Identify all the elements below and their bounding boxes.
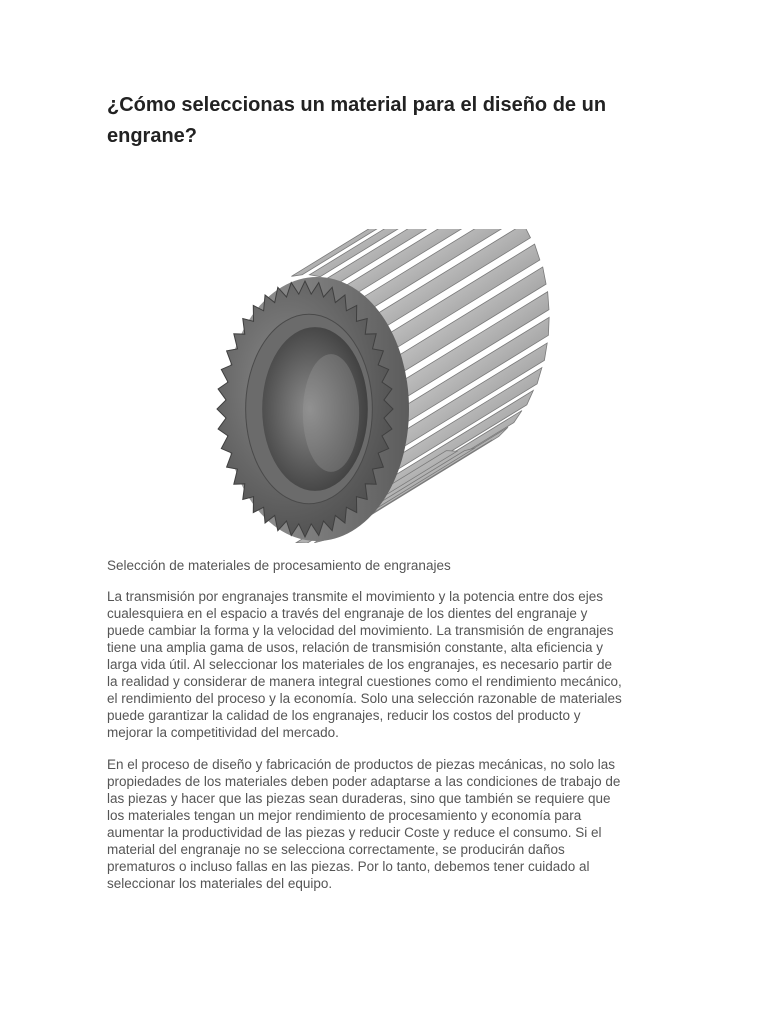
- text-line: La transmisión por engranajes transmite el movimiento y la potencia entre dos ejes: [107, 589, 604, 604]
- image-caption: Selección de materiales de procesamiento de engranajes: [107, 558, 451, 573]
- text-line: el rendimiento del proceso y la economía. Solo una selección razonable de materiales: [107, 691, 622, 706]
- text-line: puede garantizar la calidad de los engranajes, reducir los costos del producto y: [107, 708, 581, 723]
- paragraph-2: [107, 756, 672, 892]
- text-line: aumentar la productividad de las piezas y reducir Coste y reduce el consumo. Si el: [107, 825, 602, 840]
- spur-gear-icon: [215, 229, 551, 543]
- text-line: cualesquiera en el espacio a través del engranaje de los dientes del engranaje y: [107, 606, 588, 621]
- text-line: puede cambiar la forma y la velocidad del movimiento. La transmisión de engranajes: [107, 623, 614, 638]
- text-line: En el proceso de diseño y fabricación de productos de piezas mecánicas, no solo las: [107, 757, 616, 772]
- gear-image: [215, 229, 551, 543]
- text-line: propiedades de los materiales deben poder adaptarse a las condiciones de trabajo de: [107, 774, 621, 789]
- text-line: los materiales tengan un mejor rendimiento de procesamiento y economía para: [107, 808, 582, 823]
- text-line: larga vida útil. Al seleccionar los materiales de los engranajes, es necesario partir de: [107, 657, 613, 672]
- text-line: prematuros o incluso fallas en las piezas. Por lo tanto, debemos tener cuidado al: [107, 859, 590, 874]
- text-line: las piezas y hacer que las piezas sean duraderas, sino que también se requiere que: [107, 791, 611, 806]
- article-title: ¿Cómo seleccionas un material para el diseño de un engrane?: [107, 94, 607, 147]
- text-line: tiene una amplia gama de usos, relación de transmisión constante, alta eficiencia y: [107, 640, 604, 655]
- bore-highlight: [303, 354, 359, 472]
- text-line: seleccionar los materiales del equipo.: [107, 876, 333, 891]
- text-line: material del engranaje no se selecciona correctamente, se producirán daños: [107, 842, 565, 857]
- paragraph-1: [107, 588, 672, 741]
- text-line: mejorar la competitividad del mercado.: [107, 725, 339, 740]
- text-line: la realidad y considerar de manera integral cuestiones como el rendimiento mecánico,: [107, 674, 622, 689]
